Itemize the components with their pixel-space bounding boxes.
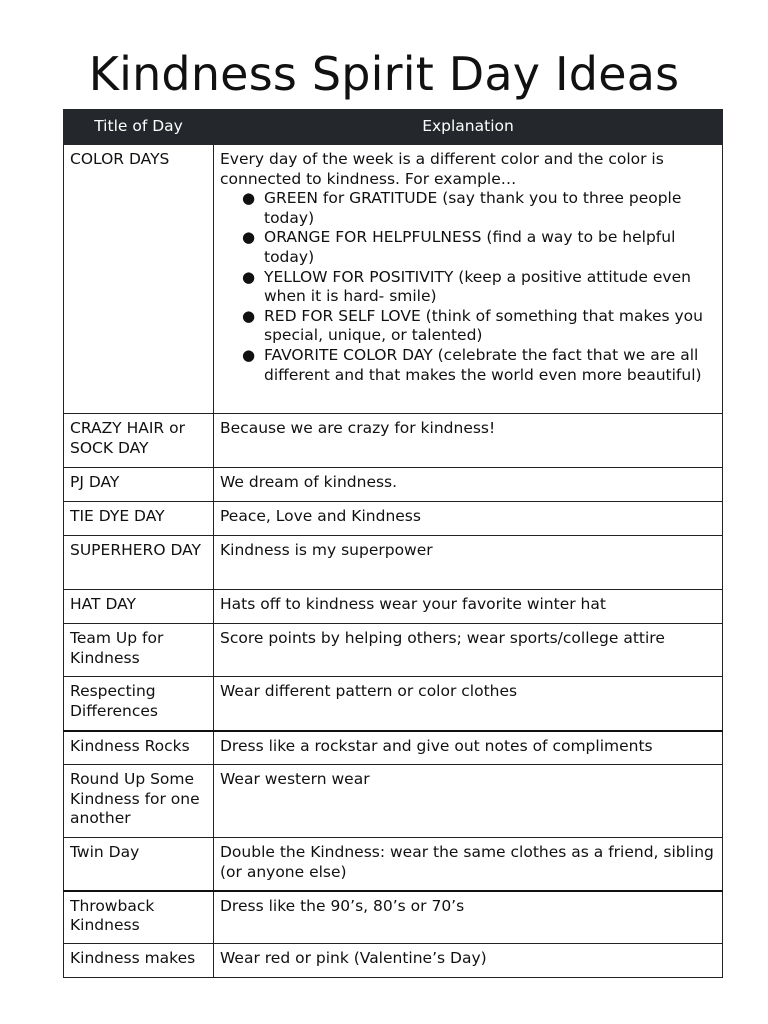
table-row (64, 536, 723, 590)
table-row (64, 145, 723, 414)
header-explanation: Explanation (214, 110, 723, 145)
day-title: Team Up for Kindness (64, 624, 214, 677)
table-row (64, 891, 723, 944)
day-explanation: Dress like a rockstar and give out notes of compliments (214, 731, 723, 765)
day-explanation: Score points by helping others; wear sports/college attire (214, 624, 723, 677)
day-title: COLOR DAYS (64, 145, 214, 414)
list-item: ● FAVORITE COLOR DAY (celebrate the fact that we are all different and that makes the world even more beautiful) (242, 346, 716, 385)
day-explanation: Double the Kindness: wear the same clothes as a friend, sibling (or anyone else) (214, 838, 723, 891)
table-header-row (64, 110, 723, 145)
table-row (64, 731, 723, 765)
day-explanation: Because we are crazy for kindness! (214, 414, 723, 468)
table-row (64, 590, 723, 624)
list-item: ● GREEN for GRATITUDE (say thank you to three people today) (242, 189, 716, 228)
table-row (64, 838, 723, 891)
table-row (64, 765, 723, 838)
table-row (64, 414, 723, 468)
day-title: SUPERHERO DAY (64, 536, 214, 590)
day-title: HAT DAY (64, 590, 214, 624)
list-item: ● RED FOR SELF LOVE (think of something that makes you special, unique, or talented) (242, 307, 716, 346)
day-title: Round Up Some Kindness for one another (64, 765, 214, 838)
list-item: ● YELLOW FOR POSITIVITY (keep a positive attitude even when it is hard- smile) (242, 268, 716, 307)
header-title-of-day: Title of Day (64, 110, 214, 145)
table-row (64, 624, 723, 677)
day-explanation: Dress like the 90’s, 80’s or 70’s (214, 891, 723, 944)
day-title: CRAZY HAIR or SOCK DAY (64, 414, 214, 468)
day-explanation: Peace, Love and Kindness (214, 502, 723, 536)
table-row (64, 502, 723, 536)
day-title: TIE DYE DAY (64, 502, 214, 536)
day-explanation: Hats off to kindness wear your favorite winter hat (214, 590, 723, 624)
table-row (64, 944, 723, 978)
color-list (220, 189, 716, 385)
day-explanation (214, 145, 723, 414)
day-title: Throwback Kindness (64, 891, 214, 944)
table-row (64, 468, 723, 502)
day-title: Respecting Differences (64, 677, 214, 731)
day-explanation: We dream of kindness. (214, 468, 723, 502)
day-explanation: Kindness is my superpower (214, 536, 723, 590)
day-explanation: Wear different pattern or color clothes (214, 677, 723, 731)
day-explanation: Wear red or pink (Valentine’s Day) (214, 944, 723, 978)
table-row (64, 677, 723, 731)
day-title: Twin Day (64, 838, 214, 891)
day-title: PJ DAY (64, 468, 214, 502)
list-item: ● ORANGE FOR HELPFULNESS (find a way to be helpful today) (242, 228, 716, 267)
page-title: Kindness Spirit Day Ideas (88, 47, 680, 101)
day-title: Kindness makes (64, 944, 214, 978)
spirit-days-table (63, 109, 723, 978)
day-explanation: Wear western wear (214, 765, 723, 838)
day-title: Kindness Rocks (64, 731, 214, 765)
explanation-intro: Every day of the week is a different color and the color is connected to kindness. For example… (220, 150, 664, 188)
